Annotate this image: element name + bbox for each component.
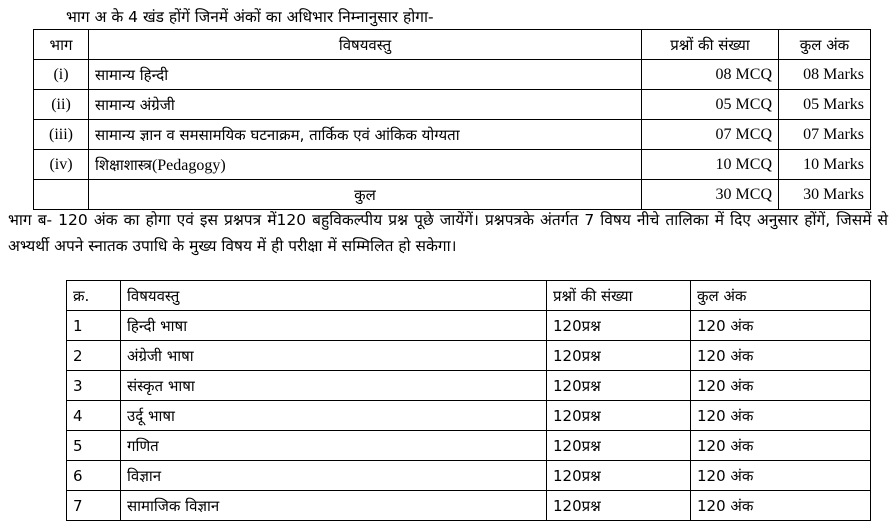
header-marks: कुल अंक xyxy=(779,30,871,60)
questions-cell: 120प्रश्न xyxy=(547,371,691,401)
part-b-paragraph: भाग ब- 120 अंक का होगा एवं इस प्रश्नपत्र में120 बहुविकल्पीय प्रश्न पूछे जायेंगें। प्रश्नपत्रके अंतर्गत 7 विषय नीचे तालिका में दिए अनुसार होंगें, जिसमें से अभ्यर्थी अपने स्नातक उपाधि के मुख्य विषय में ही परीक्षा में सम्मिलित हो सकेगा। xyxy=(8,211,888,255)
subject-english: (Pedagogy) xyxy=(151,156,226,174)
header-questions: प्रश्नों की संख्या xyxy=(547,281,691,311)
serial-cell: 6 xyxy=(67,461,121,491)
subject-cell: अंग्रेजी भाषा xyxy=(121,341,547,371)
table-row xyxy=(67,401,871,431)
table-row xyxy=(67,341,871,371)
subject-cell: सामान्य ज्ञान व समसामयिक घटनाक्रम, तार्किक एवं आंकिक योग्यता xyxy=(89,120,642,150)
questions-cell: 120प्रश्न xyxy=(547,311,691,341)
subject-cell: सामान्य अंग्रेजी xyxy=(89,90,642,120)
part-b-table xyxy=(66,280,871,521)
table-row xyxy=(34,60,871,90)
marks-cell: 120 अंक xyxy=(691,401,871,431)
subject-cell: हिन्दी भाषा xyxy=(121,311,547,341)
part-cell: (i) xyxy=(34,60,89,90)
table-header-row xyxy=(67,281,871,311)
subject-cell: सामान्य हिन्दी xyxy=(89,60,642,90)
questions-cell: 07 MCQ xyxy=(642,120,779,150)
part-cell: (ii) xyxy=(34,90,89,120)
part-a-table xyxy=(33,29,871,210)
header-subject: विषयवस्तु xyxy=(89,30,642,60)
serial-cell: 1 xyxy=(67,311,121,341)
header-serial: क्र. xyxy=(67,281,121,311)
header-part: भाग xyxy=(34,30,89,60)
table-row xyxy=(67,461,871,491)
questions-cell: 120प्रश्न xyxy=(547,401,691,431)
header-marks: कुल अंक xyxy=(691,281,871,311)
serial-cell: 3 xyxy=(67,371,121,401)
part-cell: (iv) xyxy=(34,150,89,180)
marks-cell: 10 Marks xyxy=(779,150,871,180)
marks-cell: 08 Marks xyxy=(779,60,871,90)
table-row xyxy=(67,431,871,461)
table-header-row xyxy=(34,30,871,60)
questions-cell: 05 MCQ xyxy=(642,90,779,120)
serial-cell: 4 xyxy=(67,401,121,431)
serial-cell: 2 xyxy=(67,341,121,371)
questions-cell: 08 MCQ xyxy=(642,60,779,90)
marks-cell: 120 अंक xyxy=(691,461,871,491)
marks-cell: 05 Marks xyxy=(779,90,871,120)
marks-cell: 120 अंक xyxy=(691,311,871,341)
table-row xyxy=(34,150,871,180)
intro-text: भाग अ के 4 खंड होंगें जिनमें अंकों का अधिभार निम्नानुसार होगा- xyxy=(66,8,434,26)
table-row xyxy=(67,311,871,341)
questions-cell: 120प्रश्न xyxy=(547,491,691,521)
marks-cell: 120 अंक xyxy=(691,341,871,371)
table-row xyxy=(34,120,871,150)
subject-hindi: शिक्षाशास्त्र xyxy=(95,155,152,174)
subject-cell: उर्दू भाषा xyxy=(121,401,547,431)
serial-cell: 7 xyxy=(67,491,121,521)
marks-cell: 120 अंक xyxy=(691,491,871,521)
header-questions: प्रश्नों की संख्या xyxy=(642,30,779,60)
questions-cell: 10 MCQ xyxy=(642,150,779,180)
total-row xyxy=(34,180,871,210)
empty-cell xyxy=(34,180,89,210)
marks-cell: 120 अंक xyxy=(691,431,871,461)
questions-cell: 120प्रश्न xyxy=(547,431,691,461)
table-row xyxy=(67,371,871,401)
marks-cell: 07 Marks xyxy=(779,120,871,150)
subject-cell: संस्कृत भाषा xyxy=(121,371,547,401)
serial-cell: 5 xyxy=(67,431,121,461)
total-label: कुल xyxy=(89,180,642,210)
header-subject: विषयवस्तु xyxy=(121,281,547,311)
total-marks: 30 Marks xyxy=(779,180,871,210)
subject-cell: गणित xyxy=(121,431,547,461)
subject-cell: विज्ञान xyxy=(121,461,547,491)
questions-cell: 120प्रश्न xyxy=(547,461,691,491)
part-cell: (iii) xyxy=(34,120,89,150)
marks-cell: 120 अंक xyxy=(691,371,871,401)
total-questions: 30 MCQ xyxy=(642,180,779,210)
subject-cell: सामाजिक विज्ञान xyxy=(121,491,547,521)
table-row xyxy=(67,491,871,521)
subject-cell xyxy=(89,150,642,180)
table-row xyxy=(34,90,871,120)
questions-cell: 120प्रश्न xyxy=(547,341,691,371)
